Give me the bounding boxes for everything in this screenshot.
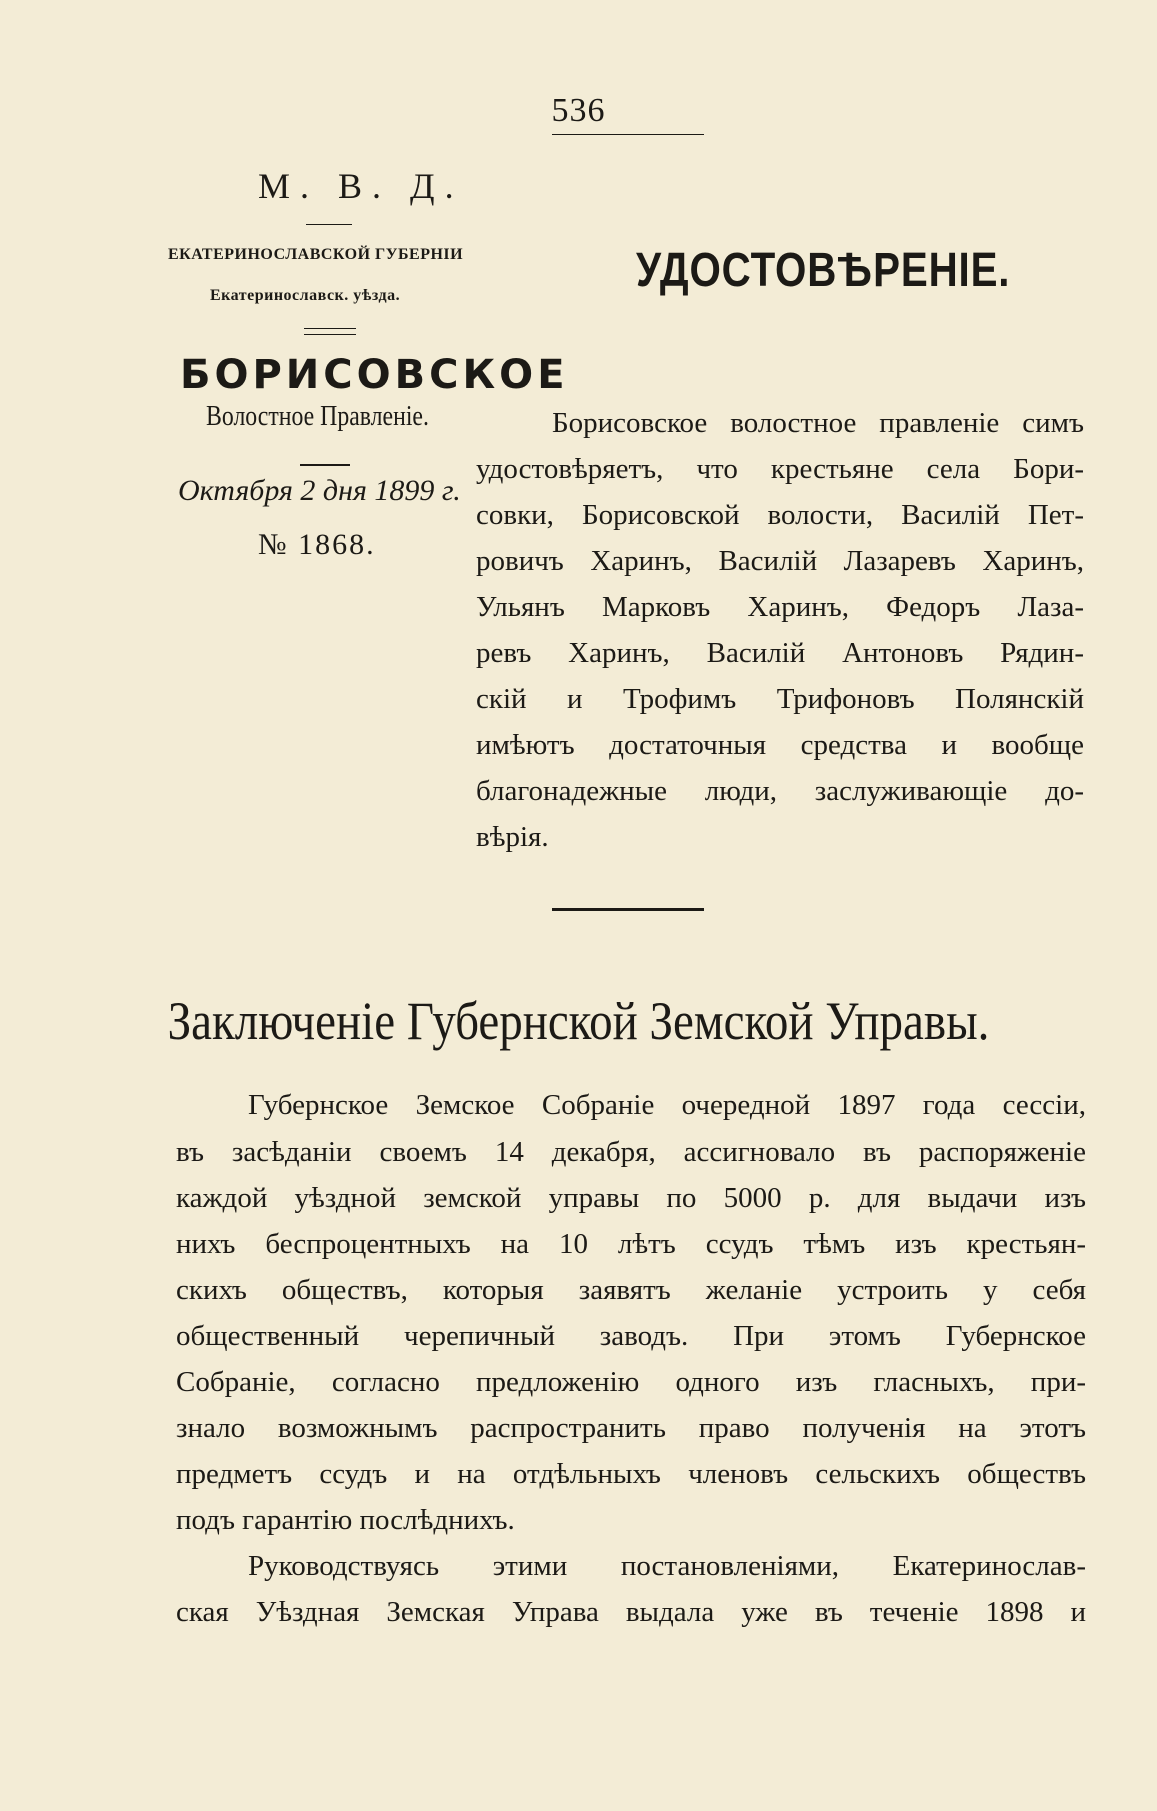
certificate-line: удостовѣряетъ, что крестьяне села Бори- <box>476 453 1084 485</box>
ministry-rule <box>306 224 352 225</box>
body-line: ская Уѣздная Земская Управа выдала уже въ теченіе 1898 и <box>176 1596 1086 1628</box>
body-line: Руководствуясь этими постановленіями, Екатеринослав- <box>248 1550 1086 1582</box>
body-line: Губернское Земское Собраніе очередной 1897 года сессіи, <box>248 1089 1086 1121</box>
district-label: Екатеринославск. уѣзда. <box>210 287 401 304</box>
body-line: нихъ беспроцентныхъ на 10 лѣтъ ссудъ тѣмъ изъ крестьян- <box>176 1228 1086 1260</box>
page-number: 536 <box>551 92 606 129</box>
certificate-line: вѣрія. <box>476 821 549 853</box>
certificate-line: ровичъ Харинъ, Василій Лазаревъ Харинъ, <box>476 545 1084 577</box>
body-line: знало возможнымъ распространить право полученія на этотъ <box>176 1412 1086 1444</box>
conclusion-title: Заключеніе Губернской Земской Управы. <box>167 991 990 1051</box>
certificate-line: ревъ Харинъ, Василій Антоновъ Рядин- <box>476 637 1084 669</box>
board-rule <box>300 464 350 466</box>
certificate-line: благонадежные люди, заслуживающіе до- <box>476 775 1084 807</box>
certificate-line: имѣютъ достаточныя средства и вообще <box>476 729 1084 761</box>
district-double-rule-bottom <box>304 334 356 335</box>
certificate-title: УДОСТОВѢРЕНІЕ. <box>636 244 1011 297</box>
volost-board-label: Волостное Правленіе. <box>206 400 429 432</box>
body-line: общественный черепичный заводъ. При этомъ Губернское <box>176 1320 1086 1352</box>
body-line: въ засѣданіи своемъ 14 декабря, ассигновало въ распоряженіе <box>176 1136 1086 1168</box>
body-line: предметъ ссудъ и на отдѣльныхъ членовъ сельскихъ обществъ <box>176 1458 1086 1490</box>
page-number-rule <box>552 134 704 135</box>
certificate-line: Борисовское волостное правленіе симъ <box>552 407 1084 439</box>
body-line: скихъ обществъ, которыя заявятъ желаніе устроить у себя <box>176 1274 1086 1306</box>
body-line: Собраніе, согласно предложенію одного изъ гласныхъ, при- <box>176 1366 1086 1398</box>
document-number: № 1868. <box>258 528 376 561</box>
volost-name: БОРИСОВСКОЕ <box>180 352 569 398</box>
body-line: подъ гарантію послѣднихъ. <box>176 1504 515 1536</box>
section-divider <box>552 908 704 911</box>
province-label: ЕКАТЕРИНОСЛАВСКОЙ ГУБЕРНІИ <box>168 246 464 263</box>
certificate-line: скій и Трофимъ Трифоновъ Полянскій <box>476 683 1084 715</box>
ministry-label: М. В. Д. <box>258 166 464 206</box>
issue-date: Октября 2 дня 1899 г. <box>178 474 461 507</box>
certificate-line: Ульянъ Марковъ Харинъ, Федоръ Лаза- <box>476 591 1084 623</box>
body-line: каждой уѣздной земской управы по 5000 р. для выдачи изъ <box>176 1182 1086 1214</box>
certificate-line: совки, Борисовской волости, Василій Пет- <box>476 499 1084 531</box>
district-double-rule-top <box>304 328 356 329</box>
